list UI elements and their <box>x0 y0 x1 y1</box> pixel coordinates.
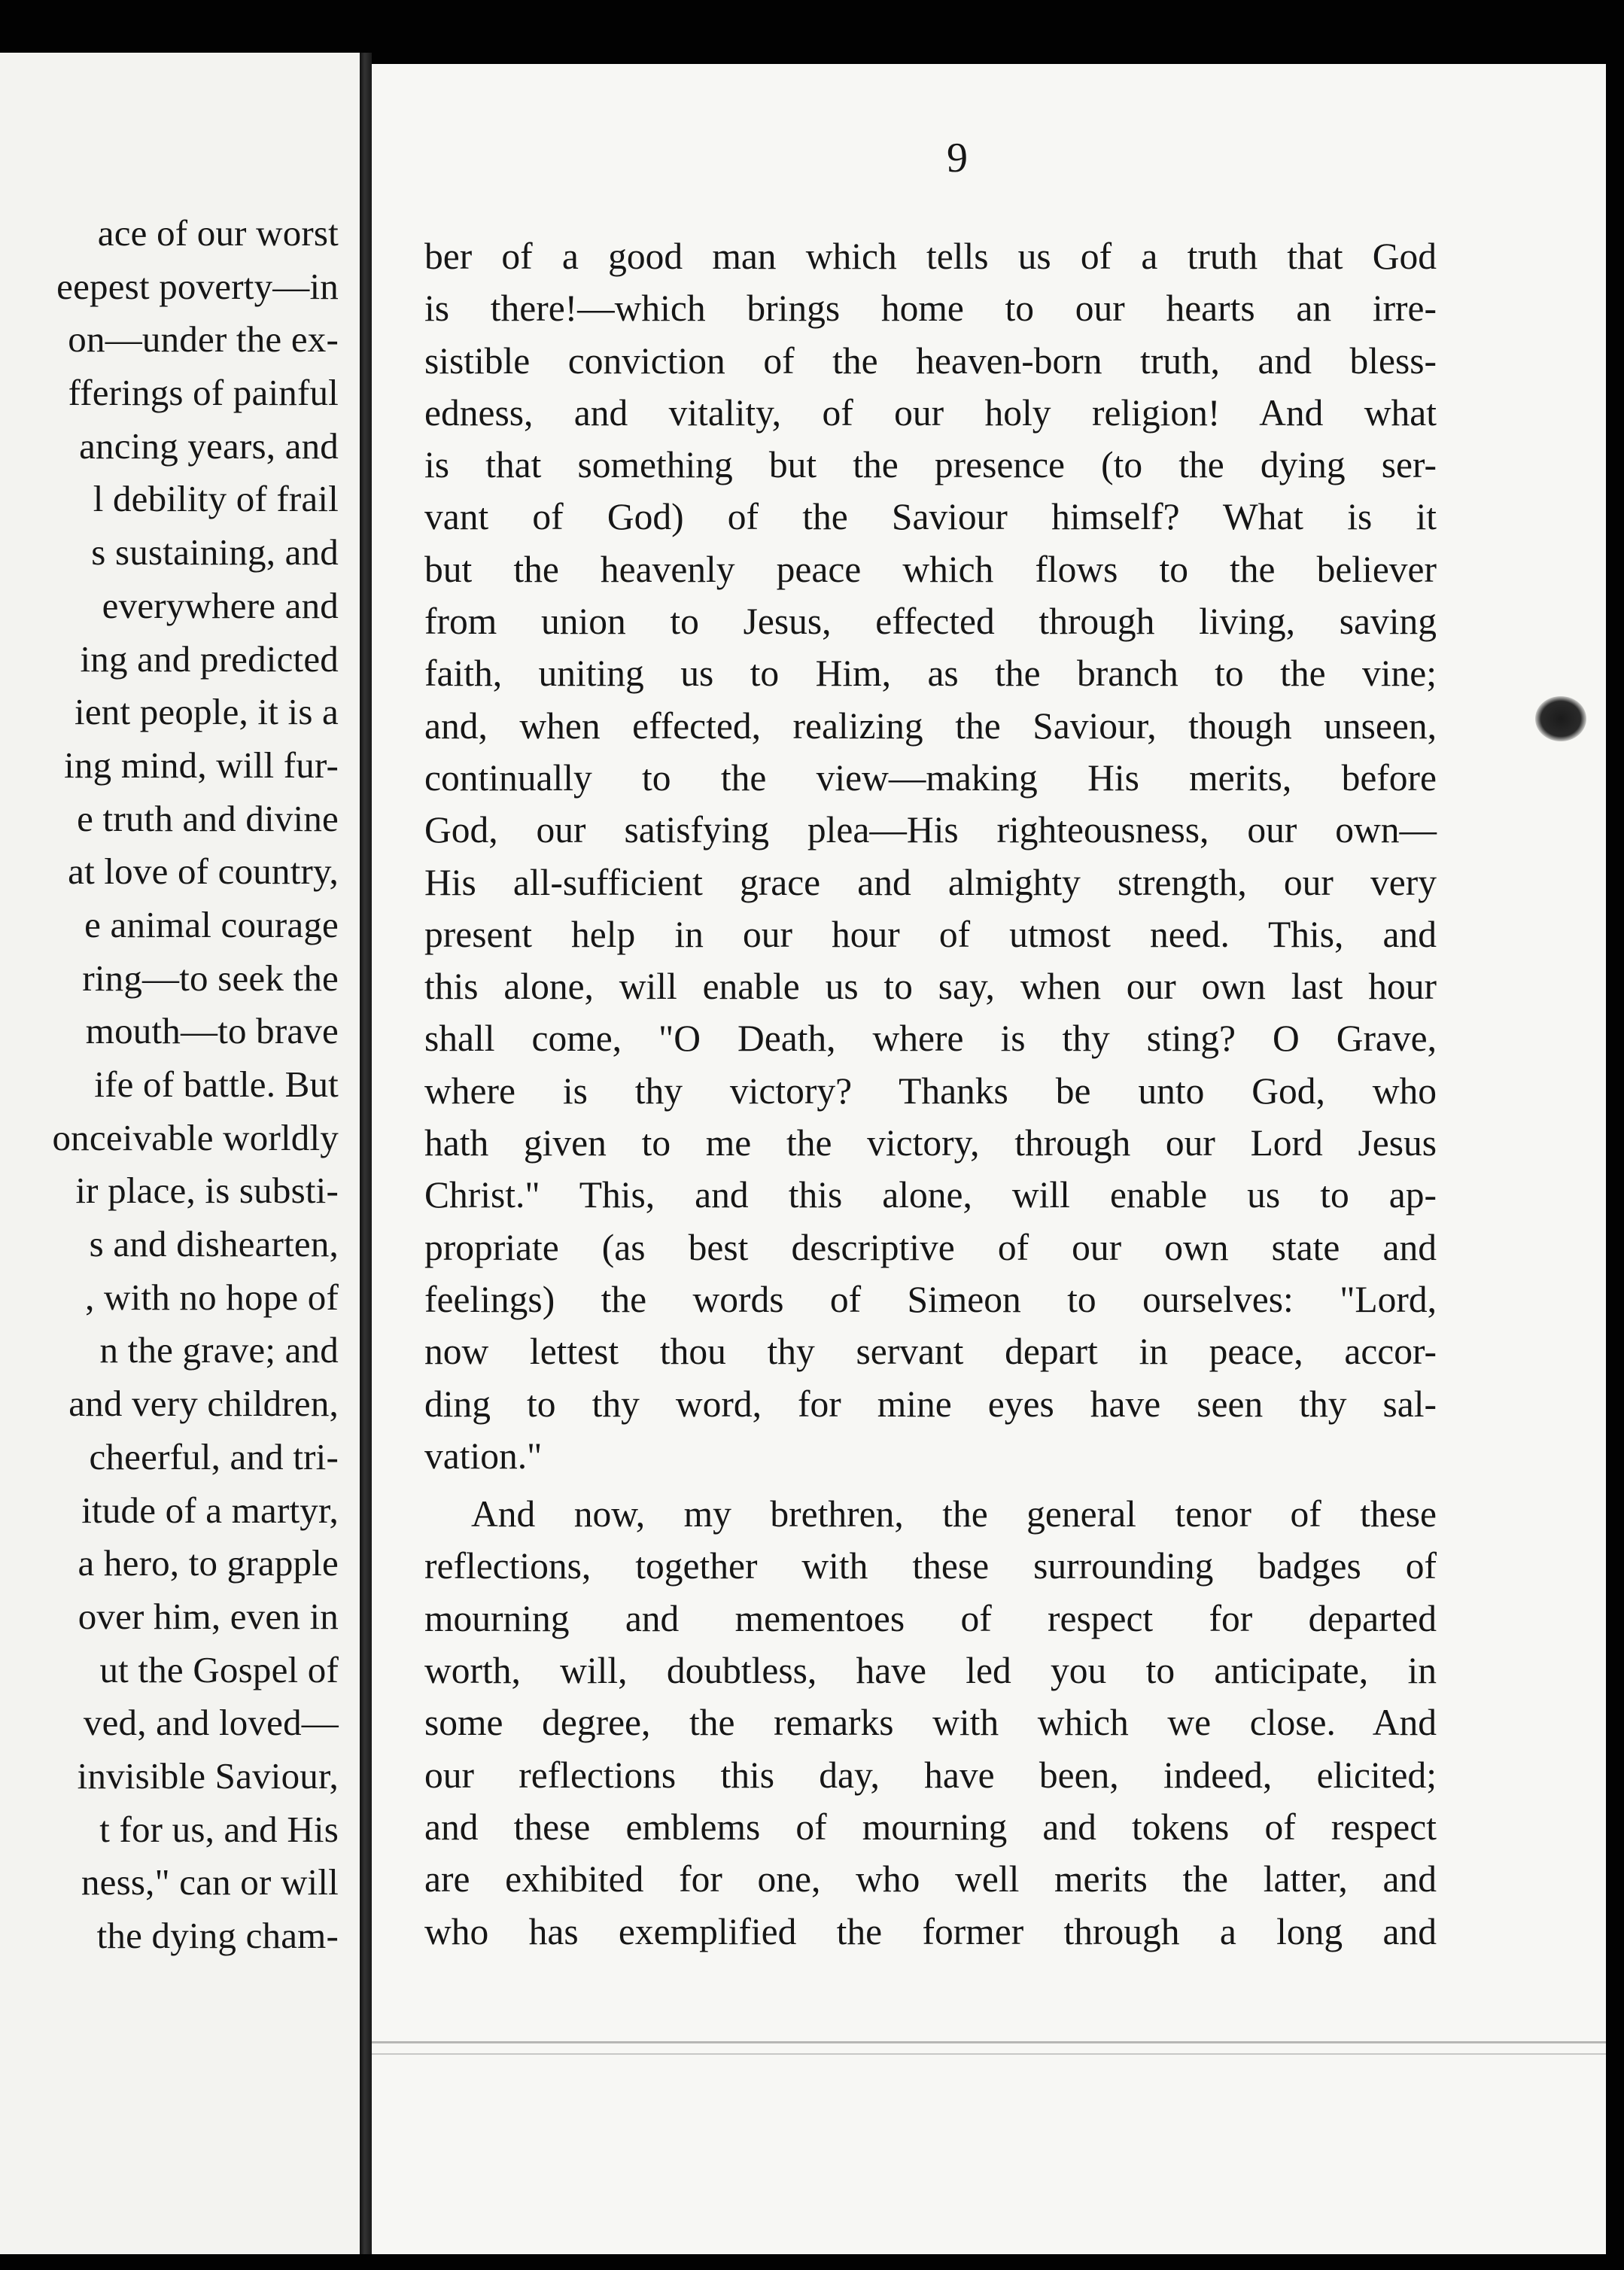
text-line: some degree, the remarks with which we close. And <box>424 1702 1437 1744</box>
text-line: sistible conviction of the heaven-born truth, and bless- <box>424 339 1437 382</box>
left-line: a hero, to grapple <box>78 1542 339 1584</box>
text-line: vant of God) of the Saviour himself? What is it <box>424 496 1437 538</box>
text-line: mourning and mementoes of respect for departed <box>424 1597 1437 1639</box>
left-line: ace of our worst <box>97 212 339 254</box>
text-line: continually to the view—making His merits, before <box>424 756 1437 799</box>
text-line: where is thy victory? Thanks be unto God, who <box>424 1070 1437 1112</box>
text-line: who has exemplified the former through a long and <box>424 1910 1437 1952</box>
text-line: ber of a good man which tells us of a truth that God <box>424 236 1437 277</box>
text-line: this alone, will enable us to say, when our own last hour <box>424 966 1437 1008</box>
left-line: ancing years, and <box>79 424 339 467</box>
ink-blot <box>1535 696 1586 741</box>
left-line: ing and predicted <box>80 637 339 680</box>
text-line: edness, and vitality, of our holy religion! And what <box>424 391 1437 434</box>
page-number: 9 <box>947 135 968 181</box>
text-line: hath given to me the victory, through our Lord Jesus <box>424 1122 1437 1164</box>
left-line: itude of a martyr, <box>81 1489 339 1531</box>
left-line: e truth and divine <box>77 797 339 839</box>
left-line: ring—to seek the <box>82 957 339 999</box>
text-line: present help in our hour of utmost need. This, and <box>424 913 1437 955</box>
main-page <box>372 64 1606 2254</box>
left-line: ved, and loved— <box>83 1702 339 1744</box>
left-line: fferings of painful <box>68 372 339 414</box>
left-line: n the grave; and <box>99 1329 339 1371</box>
text-line: but the heavenly peace which flows to the believer <box>424 548 1437 590</box>
text-line: from union to Jesus, effected through living, saving <box>424 601 1437 643</box>
left-page-fragment <box>0 53 360 2254</box>
paragraph-first-line: And now, my brethren, the general tenor of these <box>471 1493 1437 1535</box>
text-line: feelings) the words of Simeon to ourselves: "Lord, <box>424 1278 1437 1320</box>
left-line: ient people, it is a <box>75 691 339 733</box>
text-line: shall come, "O Death, where is thy sting? O Grave, <box>424 1018 1437 1060</box>
left-line: e animal courage <box>84 903 339 945</box>
text-line: ding to thy word, for mine eyes have seen thy sal- <box>424 1383 1437 1425</box>
left-page-text <box>0 207 339 1963</box>
left-line: and very children, <box>68 1383 339 1425</box>
left-line: everywhere and <box>102 584 339 626</box>
left-line: onceivable worldly <box>52 1116 339 1158</box>
left-line: ing mind, will fur- <box>64 744 339 786</box>
left-line: the dying cham- <box>96 1915 339 1956</box>
left-line: ir place, is substi- <box>75 1170 339 1212</box>
text-line: our reflections this day, have been, indeed, elicited; <box>424 1754 1437 1796</box>
text-line: worth, will, doubtless, have led you to anticipate, in <box>424 1650 1437 1692</box>
text-line: His all-sufficient grace and almighty strength, our very <box>424 861 1437 903</box>
left-line: l debility of frail <box>93 478 339 520</box>
left-line: s sustaining, and <box>91 531 339 574</box>
left-line: s and dishearten, <box>89 1223 339 1265</box>
text-line: are exhibited for one, who well merits the latter, and <box>424 1858 1437 1900</box>
text-line: is there!—which brings home to our hearts an irre- <box>424 288 1437 330</box>
text-line: vation." <box>424 1435 543 1477</box>
left-line: , with no hope of <box>85 1276 339 1318</box>
left-line: at love of country, <box>68 850 339 893</box>
scan-line <box>372 2053 1606 2055</box>
body-text <box>424 230 1437 1958</box>
text-line: faith, uniting us to Him, as the branch to the vine; <box>424 653 1437 695</box>
text-line: Christ." This, and this alone, will enable us to ap- <box>424 1174 1437 1216</box>
left-line: t for us, and His <box>99 1808 339 1850</box>
scan-line <box>372 2041 1606 2043</box>
left-line: cheerful, and tri- <box>89 1435 339 1477</box>
left-line: on—under the ex- <box>68 318 339 361</box>
left-line: ife of battle. But <box>94 1063 339 1105</box>
text-line: and these emblems of mourning and tokens of respect <box>424 1806 1437 1848</box>
left-line: eepest poverty—in <box>56 265 339 307</box>
left-line: over him, even in <box>78 1595 339 1637</box>
left-line: mouth—to brave <box>85 1010 339 1052</box>
text-line: propriate (as best descriptive of our own state and <box>424 1226 1437 1268</box>
left-line: invisible Saviour, <box>77 1754 339 1797</box>
left-line: ut the Gospel of <box>99 1648 339 1690</box>
text-line: is that something but the presence (to the dying ser- <box>424 444 1437 486</box>
left-line: ness," can or will <box>81 1861 339 1903</box>
text-line: and, when effected, realizing the Saviour, though unseen, <box>424 704 1437 747</box>
text-line: reflections, together with these surrounding badges of <box>424 1545 1437 1587</box>
text-line: God, our satisfying plea—His righteousness, our own— <box>424 809 1437 851</box>
text-line: now lettest thou thy servant depart in peace, accor- <box>424 1331 1437 1373</box>
book-gutter <box>360 53 372 2254</box>
